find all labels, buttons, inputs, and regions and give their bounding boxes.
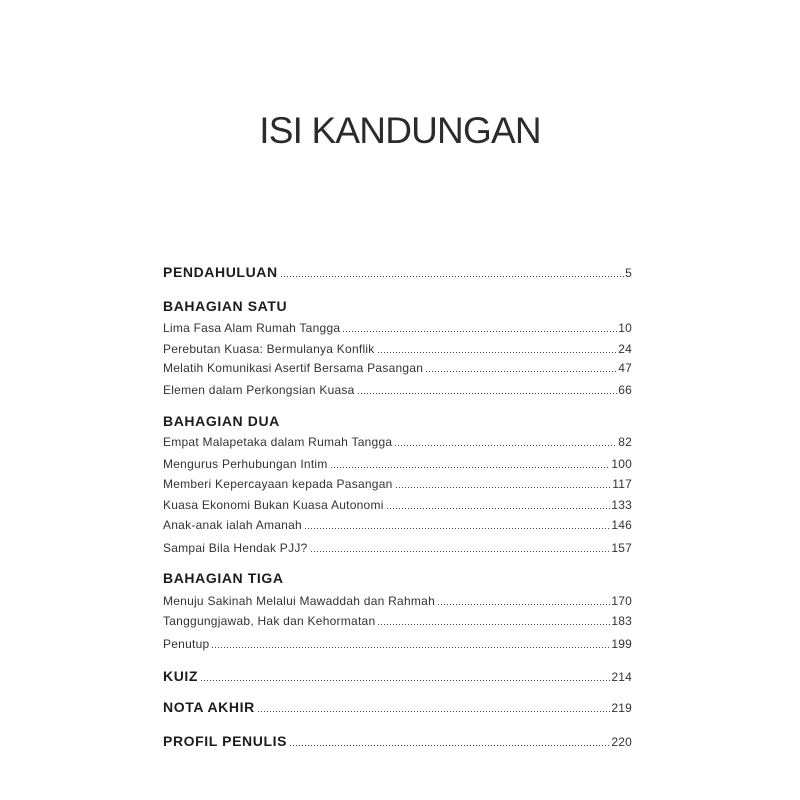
- section-heading-label: BAHAGIAN TIGA: [163, 570, 284, 586]
- toc-entry-profil-penulis: [163, 732, 632, 750]
- toc-entry-kuiz: [163, 667, 632, 685]
- toc-entry-pendahuluan: [163, 263, 632, 281]
- leader-dots: [343, 331, 617, 332]
- entry-title: Melatih Komunikasi Asertif Bersama Pasangan: [163, 361, 424, 375]
- entry-page-number: 220: [611, 735, 632, 749]
- entry-title: NOTA AKHIR: [163, 699, 255, 715]
- entry-page-number: 10: [618, 321, 632, 335]
- entry-title: PENDAHULUAN: [163, 264, 278, 280]
- toc-entry: [163, 540, 632, 556]
- leader-dots: [378, 624, 610, 625]
- entry-page-number: 82: [618, 435, 632, 449]
- leader-dots: [426, 371, 617, 372]
- entry-title: KUIZ: [163, 668, 199, 684]
- leader-dots: [201, 680, 610, 681]
- section-heading-bahagian-satu: [163, 297, 632, 315]
- entry-page-number: 170: [611, 594, 632, 608]
- leader-dots: [258, 711, 611, 712]
- entry-title: Tanggungjawab, Hak dan Kehormatan: [163, 614, 376, 628]
- leader-dots: [438, 604, 610, 605]
- toc-entry-nota-akhir: [163, 698, 632, 716]
- entry-title: Elemen dalam Perkongsian Kuasa: [163, 383, 355, 397]
- leader-dots: [311, 551, 611, 552]
- entry-page-number: 133: [611, 498, 632, 512]
- toc-entry: [163, 382, 632, 398]
- entry-title: PROFIL PENULIS: [163, 733, 288, 749]
- page-title: ISI KANDUNGAN: [259, 110, 541, 151]
- section-heading-bahagian-tiga: [163, 569, 632, 587]
- entry-title: Memberi Kepercayaan kepada Pasangan: [163, 477, 393, 491]
- leader-dots: [387, 508, 611, 509]
- leader-dots: [212, 647, 610, 648]
- section-heading-label: BAHAGIAN SATU: [163, 298, 288, 314]
- entry-page-number: 146: [611, 518, 632, 532]
- leader-dots: [281, 276, 624, 277]
- toc-entry: [163, 341, 632, 357]
- toc-entry: [163, 613, 632, 629]
- entry-title: Anak-anak ialah Amanah: [163, 518, 302, 532]
- entry-title: Mengurus Perhubungan Intim: [163, 457, 328, 471]
- toc-entry: [163, 497, 632, 513]
- toc-entry: [163, 593, 632, 609]
- toc-entry: [163, 636, 632, 652]
- entry-title: Kuasa Ekonomi Bukan Kuasa Autonomi: [163, 498, 384, 512]
- leader-dots: [290, 745, 610, 746]
- leader-dots: [395, 445, 617, 446]
- entry-page-number: 5: [625, 266, 632, 280]
- toc-entry: [163, 434, 632, 450]
- toc-entry: [163, 456, 632, 472]
- leader-dots: [331, 467, 611, 468]
- entry-page-number: 219: [611, 701, 632, 715]
- entry-page-number: 66: [618, 383, 632, 397]
- entry-page-number: 199: [611, 637, 632, 651]
- entry-title: Penutup: [163, 637, 210, 651]
- entry-page-number: 47: [618, 361, 632, 375]
- toc-entry: [163, 517, 632, 533]
- section-heading-bahagian-dua: [163, 412, 632, 430]
- entry-title: Lima Fasa Alam Rumah Tangga: [163, 321, 341, 335]
- entry-page-number: 157: [611, 541, 632, 555]
- leader-dots: [378, 352, 618, 353]
- entry-title: Menuju Sakinah Melalui Mawaddah dan Rahmah: [163, 594, 435, 608]
- entry-page-number: 183: [611, 614, 632, 628]
- leader-dots: [396, 487, 612, 488]
- leader-dots: [305, 528, 610, 529]
- entry-title: Perebutan Kuasa: Bermulanya Konflik: [163, 342, 375, 356]
- entry-page-number: 24: [618, 342, 632, 356]
- toc-entry: [163, 360, 632, 376]
- section-heading-label: BAHAGIAN DUA: [163, 413, 280, 429]
- leader-dots: [358, 393, 618, 394]
- entry-title: Sampai Bila Hendak PJJ?: [163, 541, 308, 555]
- toc-entry: [163, 320, 632, 336]
- entry-page-number: 214: [611, 670, 632, 684]
- toc-entry: [163, 476, 632, 492]
- entry-page-number: 100: [611, 457, 632, 471]
- entry-page-number: 117: [612, 477, 632, 491]
- entry-title: Empat Malapetaka dalam Rumah Tangga: [163, 435, 393, 449]
